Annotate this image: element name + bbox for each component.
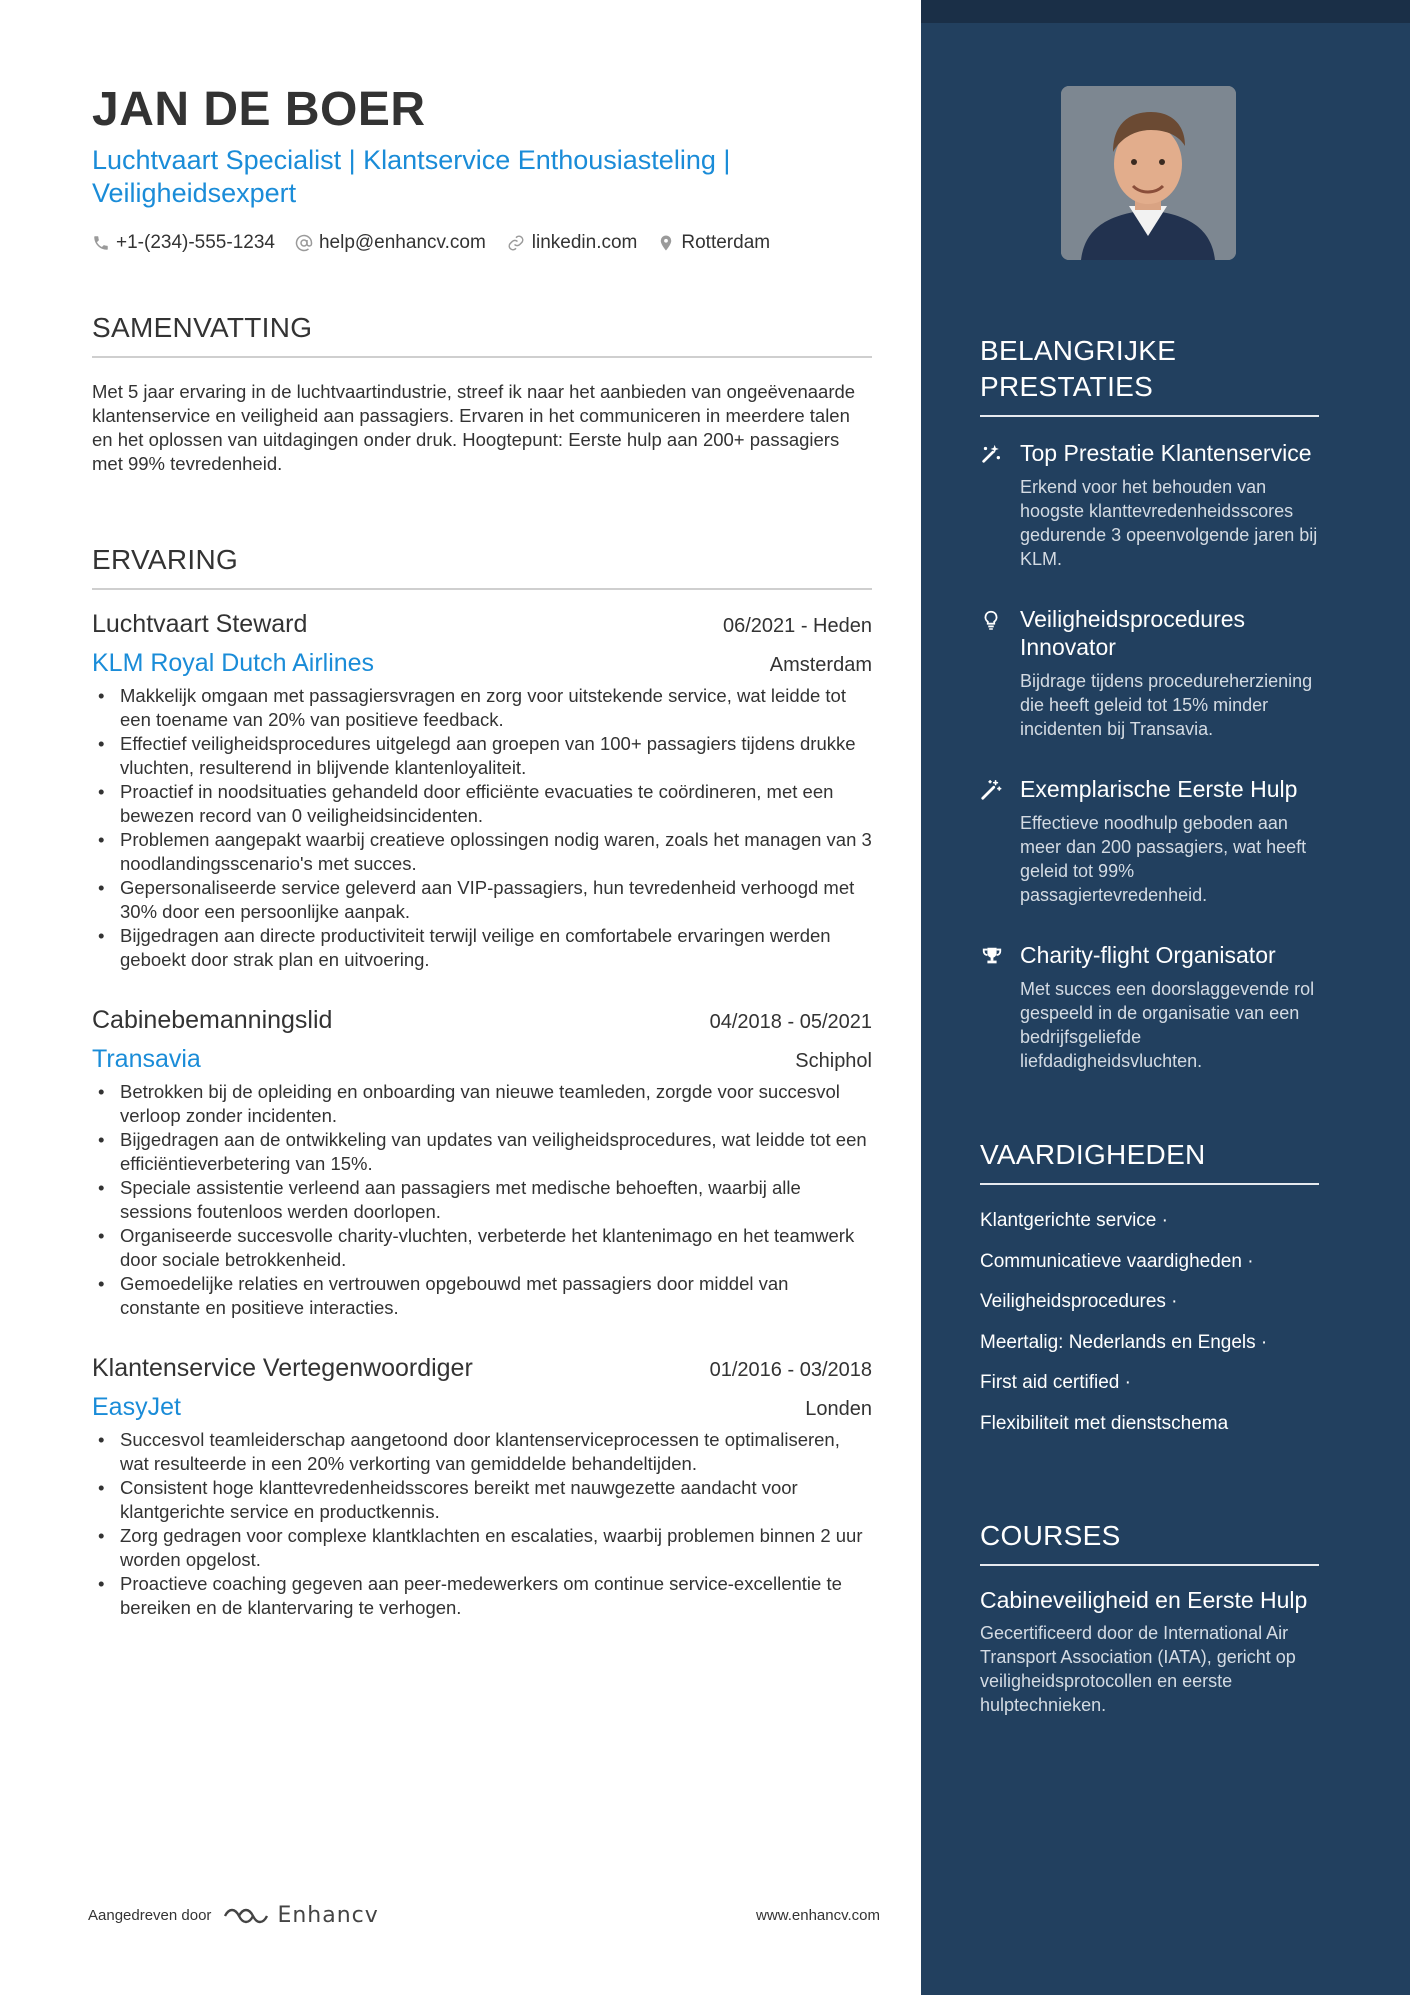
- avatar: [1061, 86, 1236, 260]
- job-location: Schiphol: [795, 1050, 872, 1072]
- job-dates: 04/2018 - 05/2021: [709, 1011, 872, 1033]
- experience-section: [92, 544, 872, 1620]
- job-company: KLM Royal Dutch Airlines: [92, 649, 375, 677]
- bullet-item: • Zorg gedragen voor complexe klantklachten en escalaties, waarbij problemen binnen 2 uur worden opgelost.: [92, 1524, 872, 1572]
- achievement-desc: Bijdrage tijdens procedureherziening die heeft geleid tot 15% minder incidenten bij Transavia.: [1020, 671, 1313, 739]
- skill-item: Flexibiliteit met dienstschema: [980, 1412, 1229, 1434]
- job-entry: [92, 610, 872, 972]
- job-location: Amsterdam: [769, 654, 872, 676]
- magic-wand-icon: [980, 779, 1002, 801]
- enhancv-logo-icon: [221, 1904, 269, 1928]
- skill-item: Communicatieve vaardigheden ·: [980, 1250, 1254, 1272]
- linkedin-text: linkedin.com: [531, 232, 638, 253]
- skill-item: Veiligheidsprocedures ·: [980, 1291, 1178, 1312]
- job-dates: 06/2021 - Heden: [722, 615, 872, 637]
- courses-title: COURSES: [980, 1518, 1319, 1566]
- footer-brand: Enhancv: [277, 1903, 379, 1928]
- sidebar-top-bar: [921, 0, 1410, 23]
- link-icon: [506, 234, 526, 252]
- skill-item: Klantgerichte service ·: [980, 1210, 1168, 1231]
- summary-section: [92, 312, 872, 476]
- email-text: help@enhancv.com: [318, 232, 486, 253]
- summary-title: SAMENVATTING: [92, 312, 872, 358]
- skills-title: VAARDIGHEDEN: [980, 1137, 1319, 1185]
- headline: Luchtvaart Specialist | Klantservice Enthousiasteling | Veiligheidsexpert: [92, 145, 731, 208]
- bullet-item: • Gepersonaliseerde service geleverd aan VIP-passagiers, hun tevredenheid verhoogd met 30% door een persoonlijke aanpak.: [92, 876, 872, 924]
- achievement-desc: Erkend voor het behouden van hoogste klanttevredenheidsscores gedurende 3 opeenvolgende jaren bij KLM.: [1020, 477, 1318, 569]
- achievements-title: BELANGRIJKE PRESTATIES: [980, 333, 1319, 417]
- experience-title: ERVARING: [92, 544, 872, 590]
- achievement-title: Top Prestatie Klantenservice: [1020, 440, 1312, 466]
- achievement-item: [980, 775, 1319, 907]
- achievement-item: [980, 941, 1319, 1073]
- job-dates: 01/2016 - 03/2018: [709, 1359, 872, 1381]
- bullet-item: • Bijgedragen aan de ontwikkeling van updates van veiligheidsprocedures, wat leidde tot een efficiëntieverbetering van 15%.: [92, 1128, 872, 1176]
- bullet-item: • Gemoedelijke relaties en vertrouwen opgebouwd met passagiers door middel van constante en positieve interacties.: [92, 1272, 872, 1320]
- location-text: Rotterdam: [681, 232, 771, 253]
- course-title: Cabineveiligheid en Eerste Hulp: [980, 1587, 1308, 1613]
- achievement-item: [980, 605, 1319, 741]
- bullet-item: • Effectief veiligheidsprocedures uitgelegd aan groepen van 100+ passagiers tijdens drukke vluchten, resulterend in blijvende klantenloyaliteit.: [92, 732, 872, 780]
- bullet-item: • Organiseerde succesvolle charity-vluchten, verbeterde het klantenimago en het teamwerk door sociale betrokkenheid.: [92, 1224, 872, 1272]
- phone-text: +1-(234)-555-1234: [116, 232, 275, 253]
- contact-bar: [92, 232, 872, 254]
- location-pin-icon: [657, 233, 675, 253]
- achievement-desc: Met succes een doorslaggevende rol gespeeld in de organisatie van een bedrijfsgeliefde liefdadigheidsvluchten.: [1020, 979, 1315, 1071]
- bullet-item: • Proactieve coaching gegeven aan peer-medewerkers om continue service-excellentie te bereiken en de klantervaring te verhogen.: [92, 1572, 872, 1620]
- bullet-item: • Makkelijk omgaan met passagiersvragen en zorg voor uitstekende service, wat leidde tot een toename van 20% van positieve feedback.: [92, 684, 872, 732]
- achievement-desc: Effectieve noodhulp geboden aan meer dan 200 passagiers, wat heeft geleid tot 99% passagiertevredenheid.: [1020, 813, 1307, 905]
- skills-section: [980, 1137, 1319, 1444]
- phone-icon: [92, 234, 110, 252]
- at-icon: [295, 234, 313, 252]
- footer-url[interactable]: www.enhancv.com: [756, 1907, 880, 1924]
- bullet-item: • Bijgedragen aan directe productiviteit terwijl veilige en comfortabele ervaringen werden geboekt door strak plan en uitvoering.: [92, 924, 872, 972]
- bullet-item: • Problemen aangepakt waarbij creatieve oplossingen nodig waren, zoals het managen van 3 noodlandingsscenario's met succes.: [92, 828, 872, 876]
- achievement-title: Exemplarische Eerste Hulp: [1020, 776, 1298, 802]
- bullet-item: • Succesvol teamleiderschap aangetoond door klantenserviceprocessen te optimaliseren, wat resulteerde in een 20% verkorting van gemiddelde behandeltijden.: [92, 1428, 872, 1476]
- candidate-name: JAN DE BOER: [92, 83, 426, 136]
- job-title: Cabinebemanningslid: [92, 1006, 333, 1034]
- skills-list: [980, 1201, 1319, 1444]
- sparkle-wand-icon: [980, 443, 1002, 465]
- bullet-item: • Consistent hoge klanttevredenheidsscores bereikt met nauwgezette aandacht voor klantgerichte service en productkennis.: [92, 1476, 872, 1524]
- profile-photo: [1061, 86, 1236, 260]
- job-company: Transavia: [92, 1045, 201, 1073]
- sidebar: [921, 0, 1410, 1995]
- contact-email[interactable]: [295, 232, 486, 254]
- bullet-item: • Speciale assistentie verleend aan passagiers met medische behoeften, waarbij alle sessions foutenloos werden doorlopen.: [92, 1176, 872, 1224]
- job-bullets: [92, 1428, 872, 1620]
- achievements-section: [980, 333, 1319, 1073]
- job-entry: [92, 1354, 872, 1620]
- job-entry: [92, 1006, 872, 1320]
- job-title: Klantenservice Vertegenwoordiger: [92, 1354, 473, 1382]
- main-column: [92, 82, 872, 1620]
- course-desc: Gecertificeerd door de International Air Transport Association (IATA), gericht op veiligheidsprotocollen en eerste hulptechnieken.: [980, 1623, 1296, 1715]
- contact-phone[interactable]: [92, 232, 275, 254]
- achievement-item: [980, 439, 1319, 571]
- skill-item: First aid certified ·: [980, 1372, 1131, 1393]
- job-company: EasyJet: [92, 1393, 181, 1421]
- job-bullets: [92, 684, 872, 972]
- courses-section: [980, 1518, 1319, 1717]
- contact-linkedin[interactable]: [506, 232, 638, 254]
- contact-location: [657, 232, 770, 254]
- lightbulb-icon: [980, 609, 1002, 631]
- skill-item: Meertalig: Nederlands en Engels ·: [980, 1331, 1268, 1353]
- powered-by-text: Aangedreven door: [88, 1907, 212, 1924]
- achievement-title: Charity-flight Organisator: [1020, 942, 1276, 968]
- job-bullets: [92, 1080, 872, 1320]
- achievement-title: Veiligheidsprocedures Innovator: [1020, 606, 1246, 660]
- bullet-item: • Proactief in noodsituaties gehandeld door efficiënte evacuaties te coördineren, met een bewezen record van 0 veiligheidsincidenten.: [92, 780, 872, 828]
- job-location: Londen: [805, 1398, 872, 1420]
- bullet-item: • Betrokken bij de opleiding en onboarding van nieuwe teamleden, zorgde voor succesvol verloop zonder incidenten.: [92, 1080, 872, 1128]
- footer: [88, 1903, 880, 1928]
- summary-text: Met 5 jaar ervaring in de luchtvaartindustrie, streef ik naar het aanbieden van ongeëvenaarde klantenservice en veiligheid aan passagiers. Ervaren in het communiceren in meerdere talen en het oplossen van uitdagingen onder druk. Hoogtepunt: Eerste hulp aan 200+ passagiers met 99% tevredenheid.: [92, 381, 856, 474]
- footer-powered-by: [88, 1903, 379, 1928]
- job-title: Luchtvaart Steward: [92, 610, 308, 638]
- sidebar-content: [980, 333, 1319, 1717]
- trophy-icon: [980, 945, 1004, 967]
